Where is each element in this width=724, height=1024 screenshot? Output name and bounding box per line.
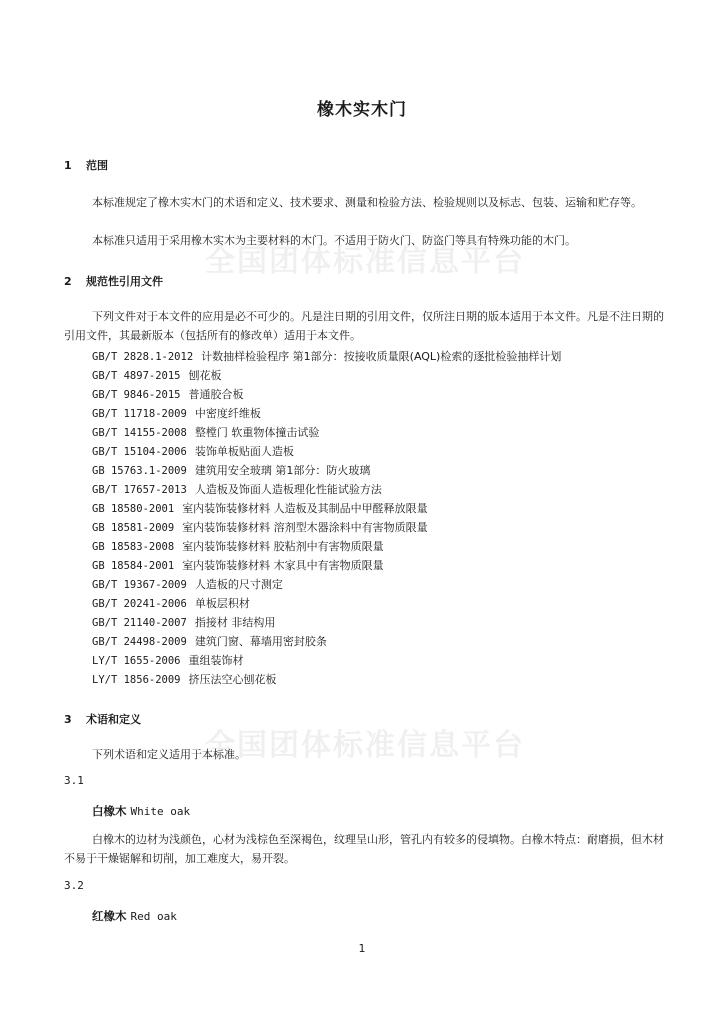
section-3-heading <box>64 711 141 727</box>
section-number: 3 <box>64 713 72 726</box>
term-number: 3.2 <box>64 879 84 892</box>
section-1-paragraph-2: 本标准只适用于采用橡木实木为主要材料的木门。不适用于防火门、防盗门等具有特殊功能的木门。 <box>92 234 576 247</box>
page-title: 橡木实木门 <box>317 100 407 120</box>
section-1-heading <box>64 157 108 173</box>
term-heading: 白橡木 White oak <box>92 804 191 818</box>
reference-item: GB 18584-2001 室内装饰装修材料 木家具中有害物质限量 <box>92 559 384 572</box>
reference-item: GB/T 21140-2007 指接材 非结构用 <box>92 616 276 629</box>
reference-item: GB/T 11718-2009 中密度纤维板 <box>92 407 261 420</box>
term-number: 3.1 <box>64 774 84 787</box>
reference-item: GB 18581-2009 室内装饰装修材料 溶剂型木器涂料中有害物质限量 <box>92 521 428 534</box>
reference-item: GB/T 4897-2015 刨花板 <box>92 369 222 382</box>
section-number: 1 <box>64 159 72 172</box>
watermark-text-2: 全国团体标准信息平台 <box>205 728 525 763</box>
reference-item: GB/T 17657-2013 人造板及饰面人造板理化性能试验方法 <box>92 483 382 496</box>
section-3-intro: 下列术语和定义适用于本标准。 <box>92 748 246 761</box>
reference-item: GB 18583-2008 室内装饰装修材料 胶粘剂中有害物质限量 <box>92 540 384 553</box>
reference-item: GB 18580-2001 室内装饰装修材料 人造板及其制品中甲醛释放限量 <box>92 502 428 515</box>
reference-item: GB 15763.1-2009 建筑用安全玻璃 第1部分：防火玻璃 <box>92 464 371 477</box>
reference-item: GB/T 2828.1-2012 计数抽样检验程序 第1部分：按接收质量限(AQL)检索的逐批检验抽样计划 <box>92 350 562 363</box>
reference-item: GB/T 24498-2009 建筑门窗、幕墙用密封胶条 <box>92 635 327 648</box>
section-title: 术语和定义 <box>86 713 141 726</box>
term-heading: 红橡木 Red oak <box>92 909 177 923</box>
section-2-intro: 下列文件对于本文件的应用是必不可少的。凡是注日期的引用文件，仅所注日期的版本适用于本文件。凡是不注日期的引用文件，其最新版本（包括所有的修改单）适用于本文件。 <box>64 310 664 342</box>
section-2-heading <box>64 273 163 289</box>
reference-item: GB/T 14155-2008 整樘门 软重物体撞击试验 <box>92 426 320 439</box>
section-1-paragraph-1: 本标准规定了橡木实木门的术语和定义、技术要求、测量和检验方法、检验规则以及标志、包装、运输和贮存等。 <box>92 196 642 209</box>
reference-item: GB/T 15104-2006 装饰单板贴面人造板 <box>92 445 294 458</box>
reference-item: LY/T 1856-2009 挤压法空心刨花板 <box>92 673 277 686</box>
page-number: 1 <box>358 942 366 955</box>
watermark-text: 全国团体标准信息平台 <box>205 244 525 279</box>
reference-item: GB/T 9846-2015 普通胶合板 <box>92 388 244 401</box>
reference-item: GB/T 20241-2006 单板层积材 <box>92 597 250 610</box>
reference-item: GB/T 19367-2009 人造板的尺寸测定 <box>92 578 283 591</box>
term-definition: 白橡木的边材为浅颜色，心材为浅棕色至深褐色，纹理呈山形，管孔内有较多的侵填物。白橡木特点：耐磨损，但木材不易于干燥锯解和切削，加工难度大，易开裂。 <box>64 833 664 865</box>
section-title: 规范性引用文件 <box>86 275 163 288</box>
reference-item: LY/T 1655-2006 重组装饰材 <box>92 654 244 667</box>
section-number: 2 <box>64 275 72 288</box>
section-title: 范围 <box>86 159 108 172</box>
